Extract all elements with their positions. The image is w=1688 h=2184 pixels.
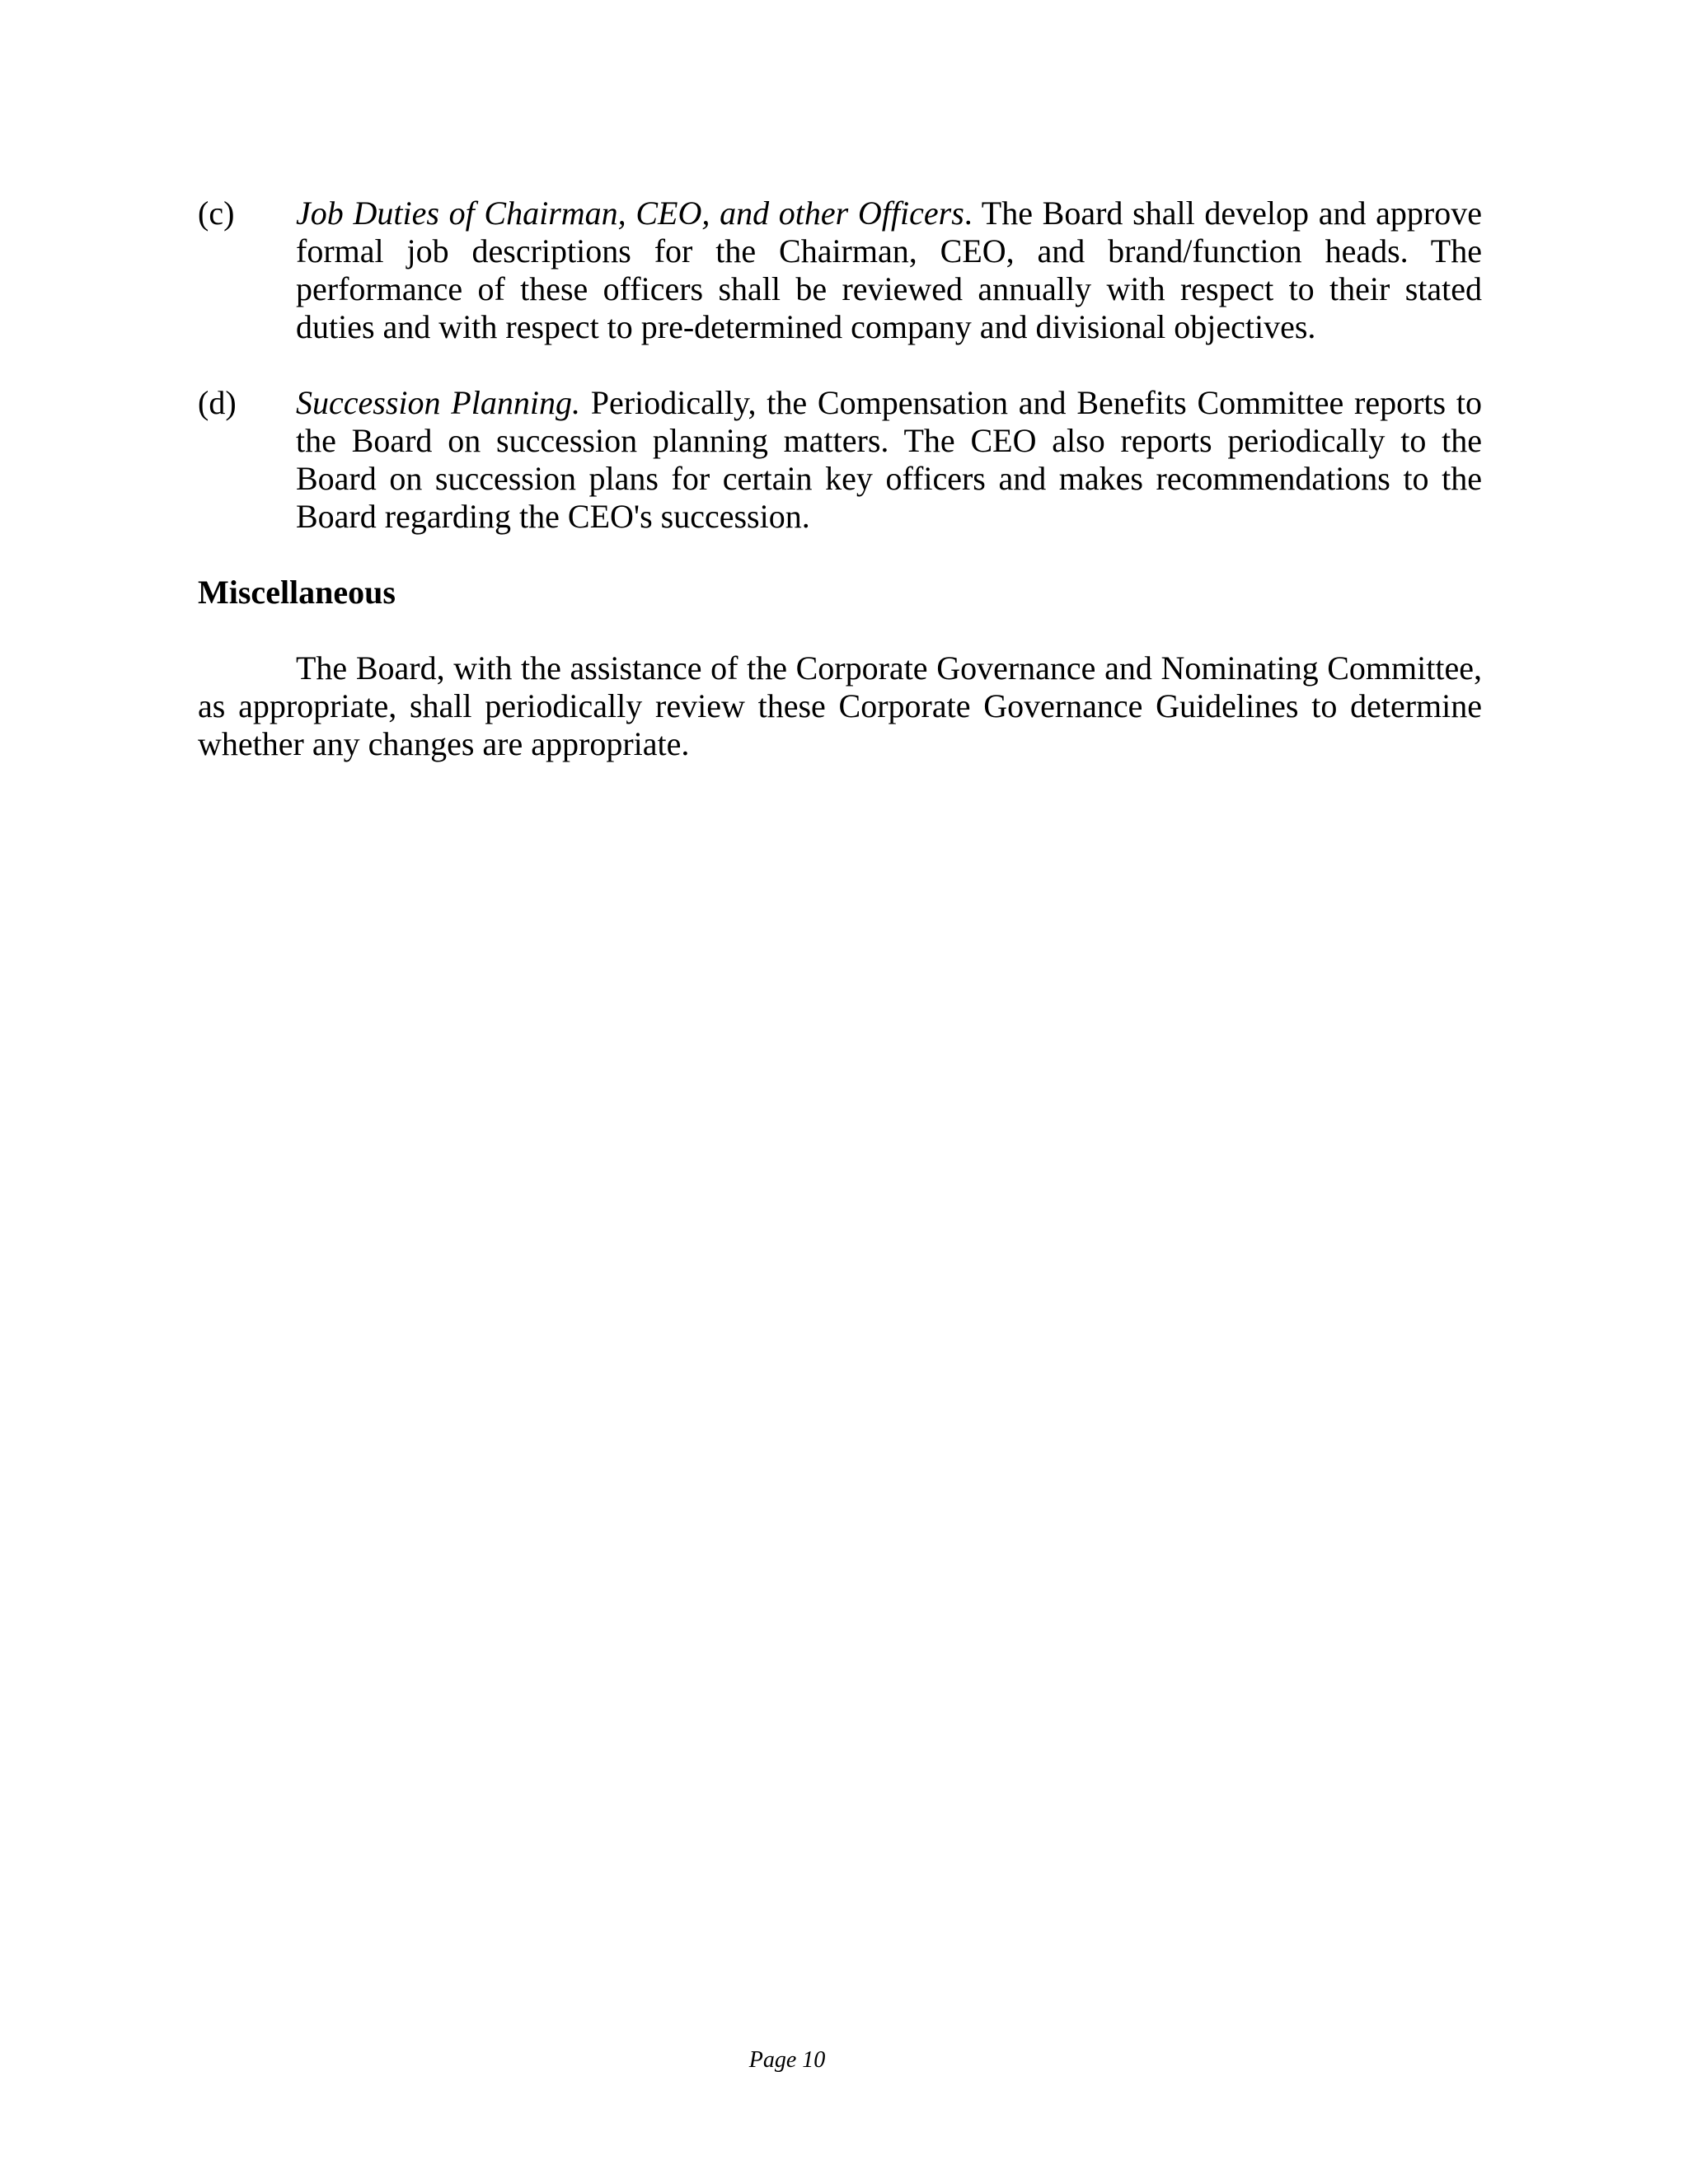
body-paragraph: The Board, with the assistance of the Corporate Governance and Nominating Committee, as appropriate, shall periodically review these Corporate Governance Guidelines to determine whether any changes are appropriate. xyxy=(198,649,1482,762)
page-content xyxy=(198,194,1482,763)
item-title: Succession Planning. xyxy=(296,384,580,421)
section-heading: Miscellaneous xyxy=(198,574,396,611)
list-marker: (c) xyxy=(198,194,235,232)
list-item-d xyxy=(198,384,1482,536)
page-number: Page 10 xyxy=(748,2047,826,2073)
list-item-c xyxy=(198,194,1482,346)
item-title: Job Duties of Chairman, CEO, and other Officers xyxy=(296,194,964,232)
item-body: Periodically, the Compensation and Benefits Committee reports to the Board on succession planning matters. The CEO also reports periodically to the Board on succession plans for certain key officers and makes recommendations to the Board regarding the CEO's succession. xyxy=(296,384,1482,535)
list-marker: (d) xyxy=(198,384,237,421)
item-title-punctuation: . xyxy=(964,194,973,232)
item-body: The Board shall develop and approve formal job descriptions for the Chairman, CEO, and brand/function heads. The performance of these officers shall be reviewed annually with respect to their stated duties and with respect to pre-determined company and divisional objectives. xyxy=(296,194,1482,345)
